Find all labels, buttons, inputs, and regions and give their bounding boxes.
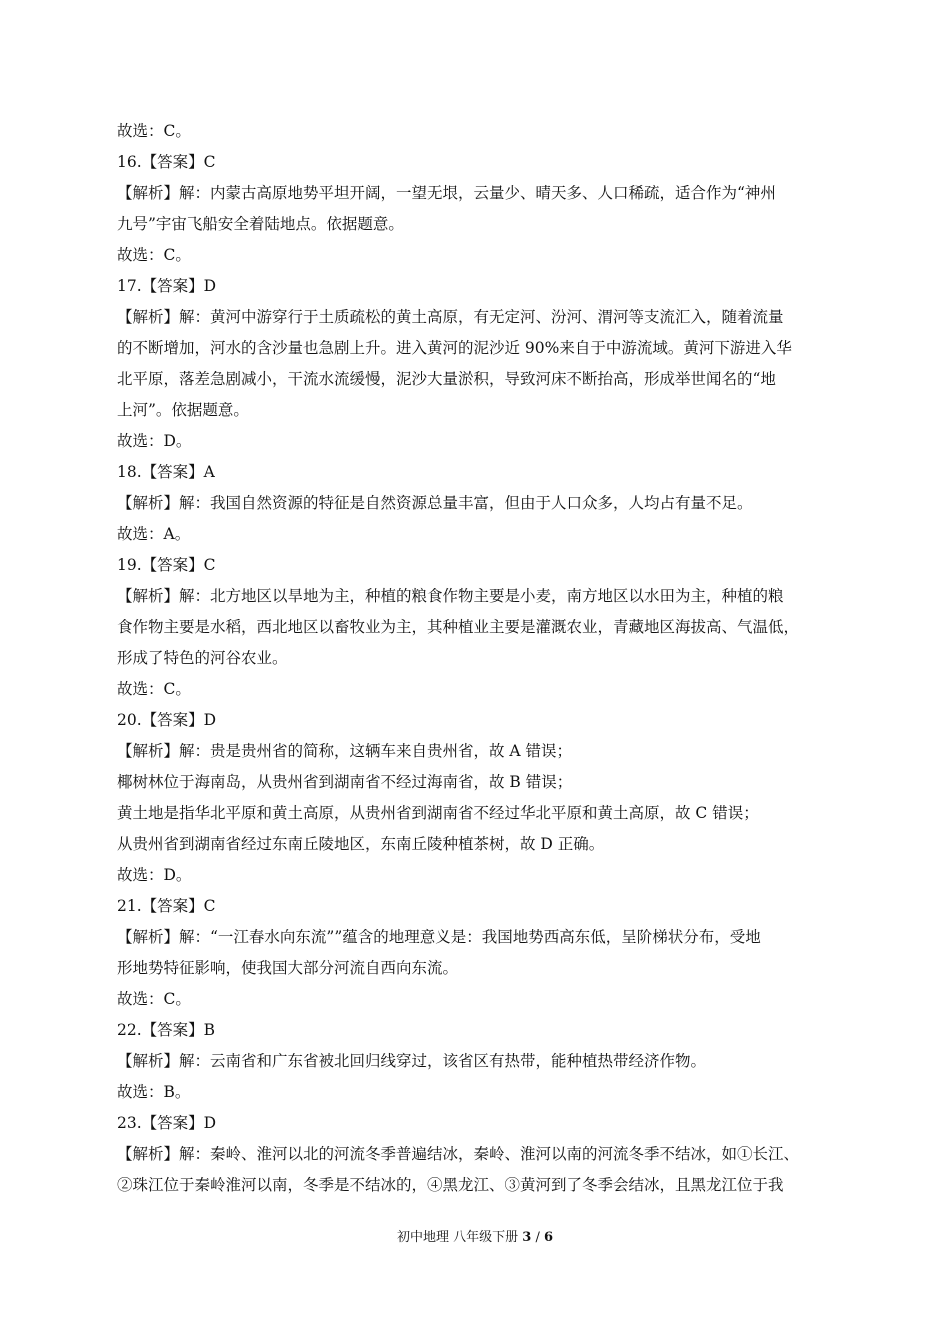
text-line: 【解析】解：北方地区以旱地为主，种植的粮食作物主要是小麦，南方地区以水田为主，种植的粮: [117, 587, 784, 605]
text-line: ②珠江位于秦岭淮河以南，冬季是不结冰的，④黑龙江、③黄河到了冬季会结冰，且黑龙江位于我: [117, 1176, 784, 1194]
text-line: 【解析】解：“一江春水向东流””蕴含的地理意义是：我国地势西高东低，呈阶梯状分布，受地: [117, 928, 761, 946]
text-line: 的不断增加，河水的含沙量也急剧上升。进入黄河的泥沙近 90%来自于中游流域。黄河下游进入华: [117, 339, 792, 357]
text-line: 21.【答案】C: [117, 897, 216, 915]
text-line: 故选：D。: [117, 866, 192, 884]
text-line: 23.【答案】D: [117, 1114, 217, 1132]
answer-text-body: [117, 116, 837, 1201]
text-line: 【解析】解：内蒙古高原地势平坦开阔，一望无垠，云量少、晴天多、人口稀疏，适合作为“神州: [117, 184, 776, 202]
text-line: 22.【答案】B: [117, 1021, 216, 1039]
text-line: 【解析】解：贵是贵州省的简称，这辆车来自贵州省，故 A 错误；: [117, 742, 573, 760]
text-line: 食作物主要是水稻，西北地区以畜牧业为主，其种植业主要是灌溉农业，青藏地区海拔高、气温低，: [117, 618, 800, 636]
page-number-total: 6: [543, 1230, 554, 1245]
text-line: 北平原，落差急剧减小，干流水流缓慢，泥沙大量淤积，导致河床不断抬高，形成举世闻名的“地: [117, 370, 776, 388]
text-line: 椰树林位于海南岛，从贵州省到湖南省不经过海南省，故 B 错误；: [117, 773, 573, 791]
text-line: 【解析】解：黄河中游穿行于土质疏松的黄土高原，有无定河、汾河、渭河等支流汇入，随着流量: [117, 308, 784, 326]
footer-label: 初中地理 八年级下册: [396, 1230, 519, 1245]
text-line: 黄土地是指华北平原和黄土高原，从贵州省到湖南省不经过华北平原和黄土高原，故 C 错误；: [117, 804, 759, 822]
text-line: 17.【答案】D: [117, 277, 217, 295]
text-line: 16.【答案】C: [117, 153, 216, 171]
text-line: 形成了特色的河谷农业。: [117, 649, 288, 667]
text-line: 19.【答案】C: [117, 556, 216, 574]
page-number-current: 3: [522, 1230, 532, 1245]
page-footer: [0, 1226, 950, 1245]
text-line: 故选：C。: [117, 990, 191, 1008]
text-line: 九号”宇宙飞船安全着陆地点。依据题意。: [117, 215, 404, 233]
text-line: 故选：B。: [117, 1083, 191, 1101]
text-line: 形地势特征影响，使我国大部分河流自西向东流。: [117, 959, 459, 977]
text-line: 上河”。依据题意。: [117, 401, 249, 419]
text-line: 18.【答案】A: [117, 463, 215, 481]
text-line: 【解析】解：我国自然资源的特征是自然资源总量丰富，但由于人口众多，人均占有量不足。: [117, 494, 753, 512]
text-line: 故选：A。: [117, 525, 191, 543]
text-line: 故选：C。: [117, 680, 191, 698]
text-line: 故选：C。: [117, 246, 191, 264]
text-line: 【解析】解：秦岭、淮河以北的河流冬季普遍结冰，秦岭、淮河以南的河流冬季不结冰，如①长江、: [117, 1145, 800, 1163]
text-line: 20.【答案】D: [117, 711, 217, 729]
text-line: 从贵州省到湖南省经过东南丘陵地区，东南丘陵种植茶树，故 D 正确。: [117, 835, 605, 853]
text-line: 故选：C。: [117, 122, 191, 140]
text-line: 【解析】解：云南省和广东省被北回归线穿过，该省区有热带，能种植热带经济作物。: [117, 1052, 707, 1070]
page-number-separator: /: [535, 1230, 540, 1245]
text-line: 故选：D。: [117, 432, 192, 450]
